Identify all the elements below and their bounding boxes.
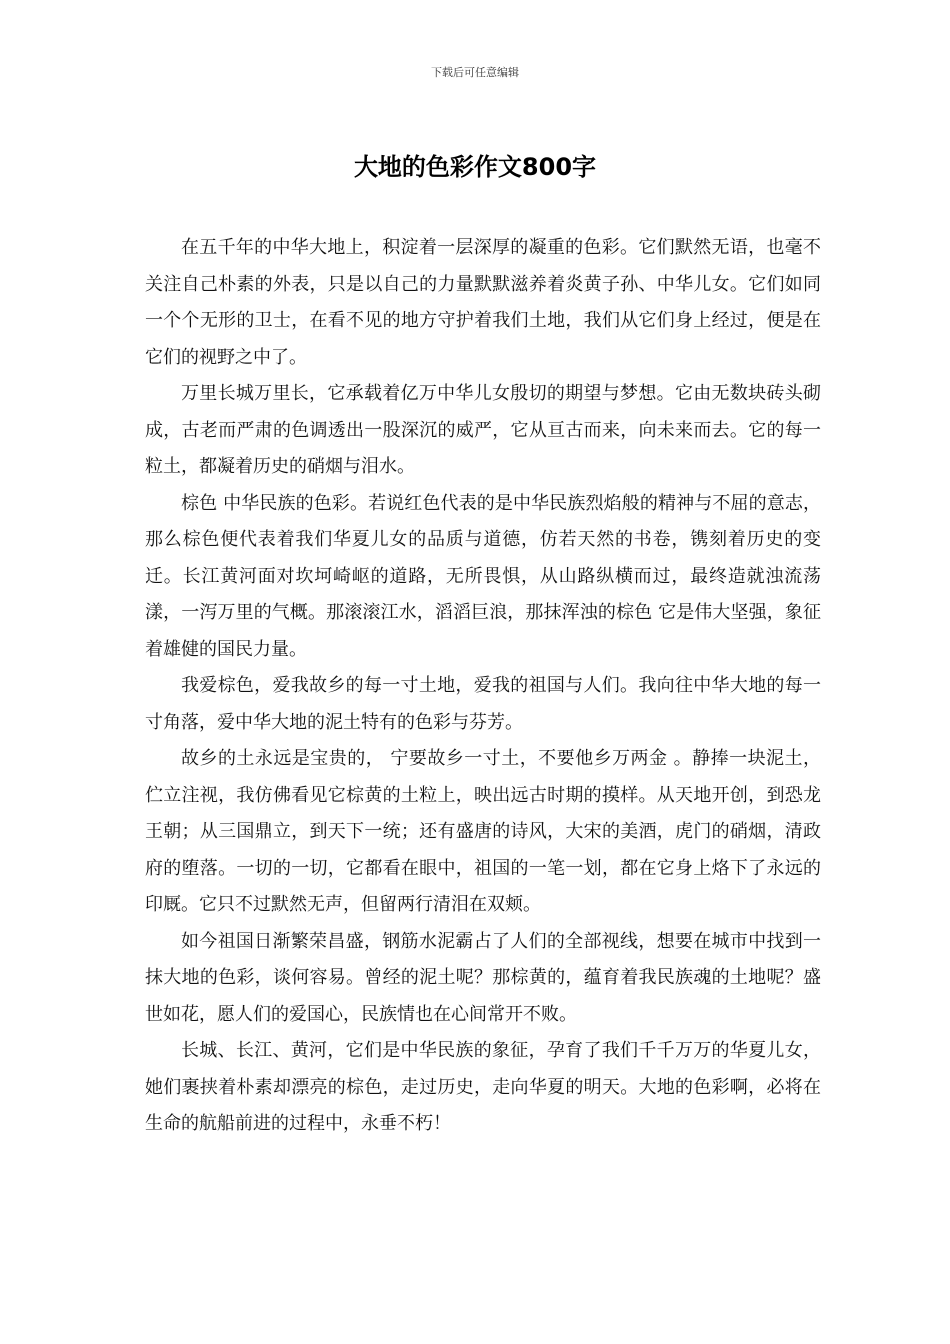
document-title: 大地的色彩作文800字 [353,153,597,181]
paragraph-6: 如今祖国日渐繁荣昌盛，钢筋水泥霸占了人们的全部视线，想要在城市中找到一抹大地的色彩，谈何容易。曾经的泥土呢？那棕黄的，蕴育着我民族魂的土地呢？盛世如花，愿人们的爱国心，民族情也在心间常开不败。 [145,930,821,1025]
paragraph-5: 故乡的土永远是宝贵的， 宁要故乡一寸土，不要他乡万两金 。静捧一块泥土，伫立注视，我仿佛看见它棕黄的土粒上，映出远古时期的摸样。从天地开创，到恐龙王朝；从三国鼎立，到天下一统；还有盛唐的诗风，大宋的美酒，虎门的硝烟，清政府的堕落。一切的一切，它都看在眼中，祖国的一笔一划，都在它身上烙下了永远的印厩。它只不过默然无声，但留两行清泪在双颊。 [145,748,821,915]
paragraph-3: 棕色 中华民族的色彩。若说红色代表的是中华民族烈焰般的精神与不屈的意志，那么棕色便代表着我们华夏儿女的品质与道德，仿若天然的书卷，镌刻着历史的变迁。长江黄河面对坎坷崎岖的道路，无所畏惧，从山路纵横而过，最终造就浊流荡漾，一泻万里的气概。那滚滚江水，滔滔巨浪，那抹浑浊的棕色 它是伟大坚强，象征着雄健的国民力量。 [145,492,821,660]
paragraph-4: 我爱棕色，爱我故乡的每一寸土地，爱我的祖国与人们。我向往中华大地的每一寸角落，爱中华大地的泥土特有的色彩与芬芳。 [145,675,821,733]
paragraph-1: 在五千年的中华大地上，积淀着一层深厚的凝重的色彩。它们默然无语，也毫不关注自己朴素的外表，只是以自己的力量默默滋养着炎黄子孙、中华儿女。它们如同一个个无形的卫士，在看不见的地方守护着我们土地，我们从它们身上经过，便是在它们的视野之中了。 [145,237,821,368]
paragraph-2: 万里长城万里长，它承载着亿万中华儿女殷切的期望与梦想。它由无数块砖头砌成，古老而严肃的色调透出一股深沉的威严，它从亘古而来，向未来而去。它的每一粒土，都凝着历史的硝烟与泪水。 [145,383,821,477]
paragraph-7: 长城、长江、黄河，它们是中华民族的象征，孕育了我们千千万万的华夏儿女，她们裹挟着朴素却漂亮的棕色，走过历史，走向华夏的明天。大地的色彩啊，必将在生命的航船前进的过程中，永垂不朽！ [145,1040,821,1134]
article-body [145,230,821,1143]
header-note: 下载后可任意编辑 [431,66,519,79]
